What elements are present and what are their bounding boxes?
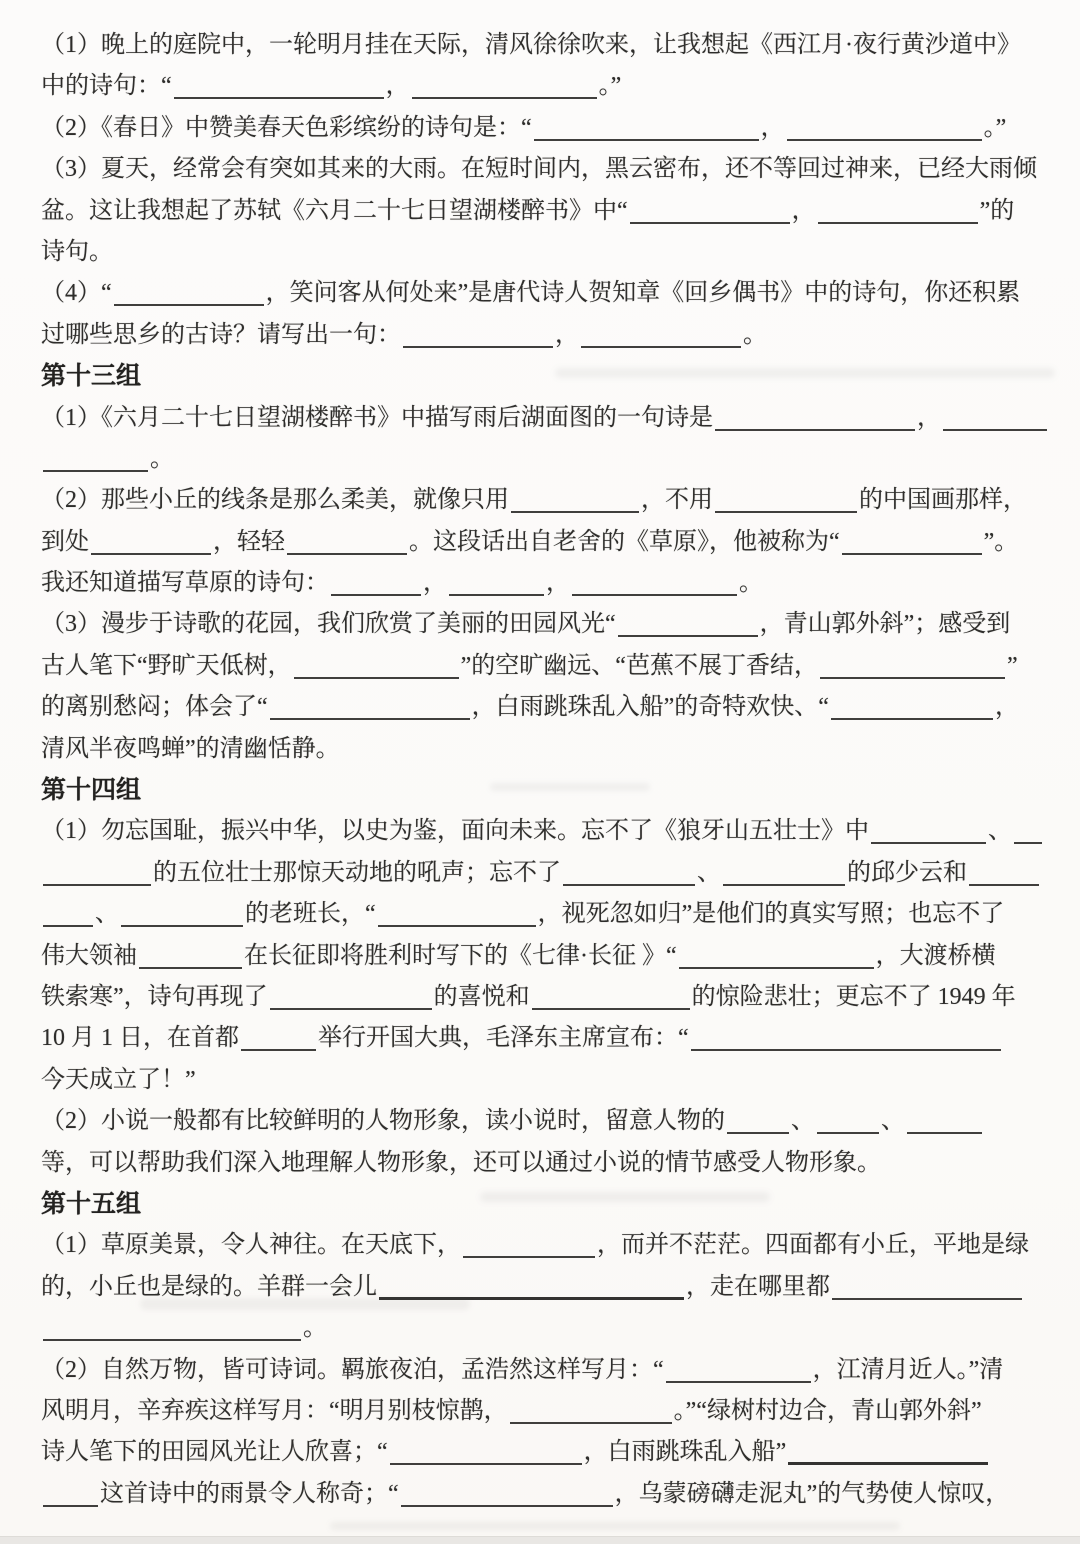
text-segment: 这首诗中的雨景令人称奇；“ — [100, 1480, 399, 1507]
blank-field — [666, 1381, 811, 1383]
text-segment: 。 — [739, 570, 763, 597]
text-line — [41, 894, 1047, 935]
text-segment: ，轻轻 — [213, 528, 285, 555]
blank-field — [43, 884, 151, 886]
blank-field — [43, 1339, 301, 1341]
text-segment: 10 月 1 日，在首都 — [41, 1025, 239, 1052]
text-segment: ， — [994, 694, 1019, 721]
blank-field — [270, 1008, 432, 1010]
blank-field — [871, 842, 986, 844]
text-segment: ，乌蒙磅礴走泥丸”的气势使人惊叹， — [614, 1480, 1010, 1507]
blank-field — [331, 594, 421, 596]
text-segment: ， — [917, 404, 941, 431]
text-line — [41, 936, 1047, 977]
text-segment: 的五位壮士那惊天动地的吼声；忘不了 — [153, 859, 561, 886]
blank-field — [581, 346, 741, 348]
blank-field — [818, 222, 978, 224]
text-line — [41, 1350, 1047, 1391]
text-segment: ，白雨跳珠乱入船” — [583, 1439, 787, 1466]
page-bottom-edge — [0, 1536, 1080, 1544]
text-line — [41, 1143, 1047, 1184]
blank-field — [449, 594, 544, 596]
blank-field — [43, 925, 93, 927]
text-line — [41, 1267, 1047, 1308]
text-line — [41, 1018, 1047, 1059]
text-segment: 的老班长，“ — [245, 901, 376, 928]
text-line — [41, 439, 1047, 480]
text-segment: ，青山郭外斜”；感受到 — [759, 611, 1011, 638]
text-line — [41, 66, 1047, 107]
blank-field — [270, 718, 470, 720]
text-line — [41, 315, 1047, 356]
text-segment: （1）勿忘国耻，振兴中华，以史为鉴，面向未来。忘不了《狼牙山五壮士》中 — [41, 818, 869, 845]
text-segment: 过哪些思乡的古诗？请写出一句： — [41, 321, 401, 348]
blank-field — [788, 1462, 988, 1465]
text-line — [41, 811, 1047, 852]
text-segment: 、 — [791, 1108, 815, 1135]
blank-field — [43, 1505, 98, 1507]
text-line — [41, 1060, 1047, 1101]
worksheet-text-block — [41, 25, 1047, 1515]
blank-field — [510, 1422, 672, 1424]
text-segment: ，走在哪里都 — [686, 1273, 830, 1300]
blank-field — [534, 139, 759, 141]
text-segment: ，视死忽如归”是他们的真实写照；也忘不了 — [537, 901, 1005, 928]
text-segment: ，笑问客从何处来”是唐代诗人贺知章《回乡偶书》中的诗句，你还积累 — [265, 280, 1021, 307]
text-line — [41, 273, 1047, 314]
text-segment: ，江清月近人。”清 — [812, 1356, 1004, 1383]
text-line — [41, 563, 1047, 604]
text-line — [41, 687, 1047, 728]
text-segment: 。” — [598, 73, 622, 100]
blank-field — [727, 1132, 789, 1134]
text-segment: 、 — [881, 1108, 905, 1135]
text-segment: 第十三组 — [41, 363, 142, 391]
blank-field — [817, 1132, 879, 1134]
text-segment: 我还知道描写草原的诗句： — [41, 570, 329, 597]
text-segment: 等，可以帮助我们深入地理解人物形象，还可以通过小说的情节感受人物形象。 — [41, 1149, 881, 1176]
text-segment: 的惊险悲壮；更忘不了 1949 年 — [691, 983, 1016, 1010]
text-line — [41, 398, 1047, 439]
text-segment: （2）《春日》中赞美春天色彩缤纷的诗句是：“ — [41, 114, 532, 141]
blank-field — [618, 635, 758, 637]
blank-field — [390, 1463, 582, 1465]
text-segment: ， — [546, 570, 570, 597]
blank-field — [43, 470, 148, 472]
text-line — [41, 977, 1047, 1018]
text-segment: 在长征即将胜利时写下的《七律·长征 》“ — [244, 942, 677, 969]
text-line — [41, 108, 1047, 149]
text-segment: 铁索寒”，诗句再现了 — [41, 983, 268, 1010]
text-segment: 伟大领袖 — [41, 942, 137, 969]
blank-field — [907, 1132, 982, 1134]
text-segment: 的离别愁闷；体会了“ — [41, 694, 268, 721]
blank-field — [943, 429, 1047, 431]
text-segment: 。” — [983, 114, 1007, 141]
blank-field — [511, 511, 639, 513]
text-segment: ，白雨跳珠乱入船”的奇特欢快、“ — [471, 694, 829, 721]
text-segment: ” — [1006, 652, 1018, 679]
text-segment: 。 — [150, 445, 174, 472]
blank-field — [832, 1298, 1022, 1300]
text-segment: 。 — [743, 321, 767, 348]
text-segment: 、 — [95, 901, 119, 928]
text-line — [41, 1308, 1047, 1349]
text-segment: 今天成立了！” — [41, 1066, 196, 1093]
blank-field — [412, 97, 597, 99]
text-segment: ，而并不茫茫。四面都有小丘，平地是绿 — [597, 1232, 1029, 1259]
text-line — [41, 25, 1047, 66]
blank-field — [969, 884, 1039, 886]
text-segment: ，不用 — [641, 487, 713, 514]
blank-field — [139, 967, 242, 969]
text-line — [41, 232, 1047, 273]
text-segment: ， — [423, 570, 447, 597]
text-line — [41, 149, 1047, 190]
blank-field — [174, 97, 384, 99]
text-segment: 清风半夜鸣蝉”的清幽恬静。 — [41, 735, 340, 762]
blank-field — [379, 1297, 684, 1300]
text-segment: 。 — [303, 1315, 327, 1342]
text-line — [41, 480, 1047, 521]
text-segment: （3）夏天，经常会有突如其来的大雨。在短时间内，黑云密布，还不等回过神来，已经大雨倾 — [41, 156, 1037, 183]
blank-field — [820, 677, 1005, 679]
blank-field — [532, 1008, 690, 1010]
text-segment: （2）自然万物，皆可诗词。羁旅夜泊，孟浩然这样写月：“ — [41, 1356, 664, 1383]
text-line — [41, 646, 1047, 687]
text-segment: 的，小丘也是绿的。羊群一会儿 — [41, 1273, 377, 1300]
text-segment: 的邱少云和 — [847, 859, 967, 886]
text-segment: 第十四组 — [41, 777, 142, 805]
blank-field — [114, 304, 264, 306]
blank-field — [563, 884, 695, 886]
text-segment: 。”“绿树村边合，青山郭外斜” — [673, 1397, 982, 1424]
text-segment: 诗句。 — [41, 238, 113, 265]
blank-field — [715, 429, 915, 431]
blank-field — [572, 594, 737, 596]
blank-field — [715, 511, 857, 513]
blank-field — [401, 1505, 613, 1507]
text-segment: ，大渡桥横 — [875, 942, 996, 969]
text-segment: 。这段话出自老舍的《草原》，他被称为“ — [409, 528, 840, 555]
text-line — [41, 1101, 1047, 1142]
blank-field — [91, 553, 211, 555]
text-segment: ， — [385, 73, 410, 100]
text-segment: （4）“ — [41, 280, 112, 307]
text-line — [41, 522, 1047, 563]
text-segment: ”的 — [979, 197, 1015, 224]
text-line — [41, 191, 1047, 232]
text-line — [41, 1432, 1047, 1473]
text-segment: ”。 — [983, 528, 1019, 555]
text-segment: ”的空旷幽远、“芭蕉不展丁香结， — [460, 652, 818, 679]
text-segment: ， — [791, 197, 816, 224]
text-line — [41, 729, 1047, 770]
text-segment: ， — [760, 114, 785, 141]
section-heading — [41, 770, 1047, 811]
blank-field — [787, 139, 982, 141]
text-line — [41, 1225, 1047, 1266]
blank-field — [630, 222, 790, 224]
text-segment: 诗人笔下的田园风光让人欣喜；“ — [41, 1439, 388, 1466]
text-segment: 、 — [988, 818, 1012, 845]
text-segment: （3）漫步于诗歌的花园，我们欣赏了美丽的田园风光“ — [41, 611, 616, 638]
section-heading — [41, 1184, 1047, 1225]
blank-field — [403, 346, 553, 348]
text-segment: （1）草原美景，令人神往。在天底下， — [41, 1232, 461, 1259]
text-segment: 古人笔下“野旷天低树， — [41, 652, 292, 679]
text-segment: 盆。这让我想起了苏轼《六月二十七日望湖楼醉书》中“ — [41, 197, 628, 224]
text-segment: （2）那些小丘的线条是那么柔美，就像只用 — [41, 487, 509, 514]
blank-field — [842, 553, 982, 555]
text-segment: 到处 — [41, 528, 89, 555]
blank-field — [831, 718, 993, 720]
blank-field — [723, 884, 845, 886]
text-line — [41, 853, 1047, 894]
blank-field — [121, 925, 243, 927]
blank-field — [463, 1256, 595, 1258]
blank-field — [287, 553, 407, 555]
blank-field — [1014, 842, 1042, 844]
text-line — [41, 1474, 1047, 1515]
blank-field — [241, 1049, 316, 1051]
blank-field — [294, 677, 459, 679]
text-segment: 举行开国大典，毛泽东主席宣布：“ — [318, 1025, 689, 1052]
section-heading — [41, 356, 1047, 397]
blank-field — [378, 925, 536, 927]
text-segment: 中的诗句：“ — [41, 73, 172, 100]
text-segment: （2）小说一般都有比较鲜明的人物形象，读小说时，留意人物的 — [41, 1108, 725, 1135]
text-segment: 的中国画那样， — [859, 487, 1027, 514]
text-segment: 风明月，辛弃疾这样写月：“明月别枝惊鹊， — [41, 1397, 508, 1424]
text-segment: （1）《六月二十七日望湖楼醉书》中描写雨后湖面图的一句诗是 — [41, 404, 713, 431]
blank-field — [679, 967, 874, 969]
blank-field — [691, 1049, 1001, 1051]
scan-artifact — [330, 1522, 900, 1530]
text-segment: （1）晚上的庭院中，一轮明月挂在天际，清风徐徐吹来，让我想起《西江月·夜行黄沙道中》 — [41, 32, 1021, 58]
text-line — [41, 604, 1047, 645]
text-segment: ， — [555, 321, 579, 348]
text-line — [41, 1391, 1047, 1432]
text-segment: 、 — [697, 859, 721, 886]
text-segment: 第十五组 — [41, 1190, 142, 1218]
text-segment: 的喜悦和 — [433, 983, 530, 1010]
